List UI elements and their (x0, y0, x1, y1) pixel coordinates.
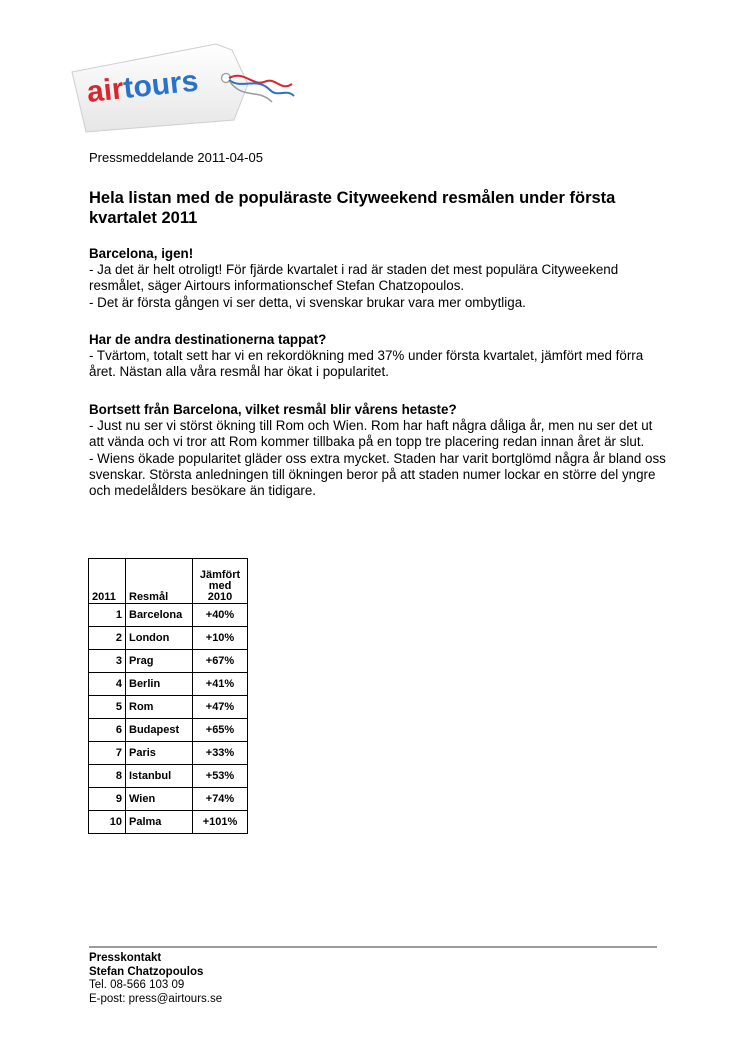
change-cell: +10% (193, 627, 248, 650)
rank-cell: 8 (89, 765, 126, 788)
press-contact (89, 952, 222, 1006)
destination-cell: Istanbul (126, 765, 193, 788)
rank-cell: 9 (89, 788, 126, 811)
rank-cell: 1 (89, 604, 126, 627)
destination-cell: Prag (126, 650, 193, 673)
rank-cell: 10 (89, 811, 126, 834)
table-row (89, 765, 248, 788)
destination-cell: Wien (126, 788, 193, 811)
logo-air: air (85, 72, 126, 109)
table-row (89, 719, 248, 742)
section-paragraph: - Just nu ser vi störst ökning till Rom och Wien. Rom har haft några dåliga år, men nu ser det ut att vända och vi tror att Rom kommer tillbaka på en topp tre placering redan innan året är slut. (89, 418, 653, 450)
footer-divider (89, 946, 657, 948)
destination-cell: Palma (126, 811, 193, 834)
rank-cell: 4 (89, 673, 126, 696)
table-row (89, 650, 248, 673)
page-title: Hela listan med de populäraste Cityweekend resmålen under första kvartalet 2011 (89, 189, 616, 227)
destination-cell: Berlin (126, 673, 193, 696)
change-cell: +65% (193, 719, 248, 742)
destination-cell: Barcelona (126, 604, 193, 627)
contact-phone: Tel. 08-566 103 09 (89, 979, 185, 991)
table-row (89, 742, 248, 765)
header-comparison: Jämfört med 2010 (193, 559, 248, 604)
section-heading: Har de andra destinationerna tappat? (89, 332, 327, 347)
rank-cell: 5 (89, 696, 126, 719)
rank-cell: 7 (89, 742, 126, 765)
section-barcelona (89, 246, 669, 311)
table-row (89, 788, 248, 811)
change-cell: +101% (193, 811, 248, 834)
change-cell: +47% (193, 696, 248, 719)
change-cell: +33% (193, 742, 248, 765)
contact-email: E-post: press@airtours.se (89, 992, 223, 1005)
ranking-table (88, 558, 248, 834)
change-cell: +67% (193, 650, 248, 673)
section-other-destinations (89, 332, 669, 381)
airtours-logo (66, 40, 296, 140)
rank-cell: 6 (89, 719, 126, 742)
contact-heading: Presskontakt (89, 952, 162, 964)
section-paragraph: - Det är första gången vi ser detta, vi svenskar brukar vara mer ombytliga. (89, 294, 526, 310)
section-hottest-destination (89, 402, 669, 499)
destination-cell: London (126, 627, 193, 650)
destination-cell: Paris (126, 742, 193, 765)
change-cell: +53% (193, 765, 248, 788)
table-row (89, 673, 248, 696)
table-row (89, 811, 248, 834)
document-date: Pressmeddelande 2011-04-05 (89, 150, 263, 165)
rank-cell: 3 (89, 650, 126, 673)
change-cell: +40% (193, 604, 248, 627)
section-heading: Bortsett från Barcelona, vilket resmål blir vårens hetaste? (89, 402, 457, 417)
rank-cell: 2 (89, 627, 126, 650)
table-row (89, 696, 248, 719)
section-heading: Barcelona, igen! (89, 246, 194, 261)
change-cell: +74% (193, 788, 248, 811)
contact-name: Stefan Chatzopoulos (89, 965, 204, 978)
table-row (89, 604, 248, 627)
logo-tours: tours (121, 64, 200, 106)
change-cell: +41% (193, 673, 248, 696)
destination-cell: Rom (126, 696, 193, 719)
section-paragraph: - Ja det är helt otroligt! För fjärde kvartalet i rad är staden det mest populära Cityweekend resmålet, säger Airtours informationschef Stefan Chatzopoulos. (89, 262, 619, 294)
section-paragraph: - Wiens ökade popularitet gläder oss extra mycket. Staden har varit bortglömd några år bland oss svenskar. Största anledningen till ökningen beror på att staden numer lockar en större del yngre och medelålders besökare än tidigare. (89, 450, 666, 499)
table-row (89, 627, 248, 650)
header-year: 2011 (89, 559, 126, 604)
section-paragraph: - Tvärtom, totalt sett har vi en rekordökning med 37% under första kvartalet, jämfört med förra året. Nästan alla våra resmål har ökat i popularitet. (89, 348, 644, 380)
header-destination: Resmål (126, 559, 193, 604)
table-header-row (89, 559, 248, 604)
destination-cell: Budapest (126, 719, 193, 742)
